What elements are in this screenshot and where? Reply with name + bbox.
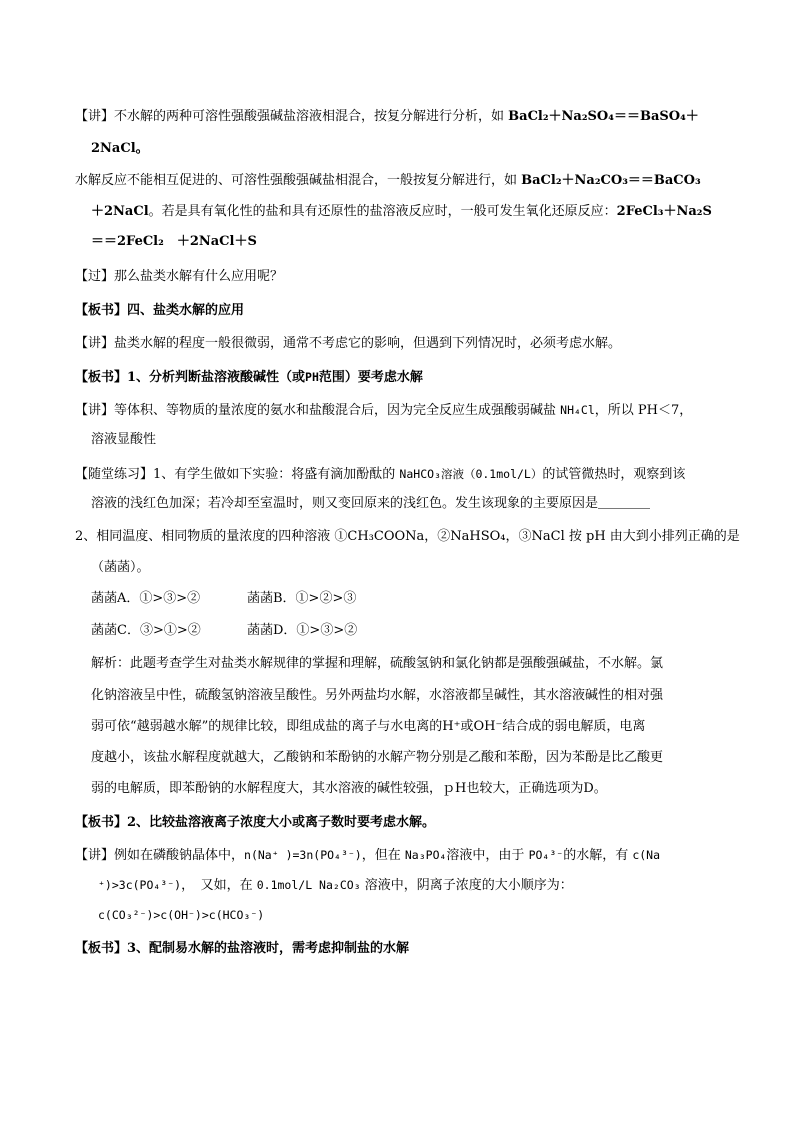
- heading-1: [75, 368, 423, 387]
- exercise-2-line-2: （菡菡）。: [91, 560, 150, 575]
- equation: 2FeCl₃＋Na₂S: [616, 204, 712, 219]
- answer-line: 解析：此题考查学生对盐类水解规律的掌握和理解，硫酸氢钠和氯化钠都是强酸强碱盐，不水解。氯: [91, 656, 664, 671]
- formula: NH₄Cl: [560, 403, 595, 417]
- para-line-4: [91, 203, 712, 221]
- option-d: 菡菡D．①>③>②: [247, 623, 358, 638]
- exercise-1-line-2: 溶液的浅红色加深；若冷却至室温时，则又变回原来的浅红色。发生该现象的主要原因是＿＿＿＿: [91, 496, 651, 511]
- text: 盐类水解的程度一般很微弱，通常不考虑它的影响，但遇到下列情况时，必须考虑水解。: [114, 336, 622, 351]
- formula: c(Na: [632, 848, 661, 862]
- answer-line: 弱可依“越弱越水解”的规律比较，即组成盐的离子与水电离的H⁺或OH⁻结合成的弱电解质，电离: [91, 719, 646, 734]
- formula: ⁺)>3c(PO₄³⁻): [98, 878, 182, 892]
- text: 的试管微热时，观察到该: [542, 467, 686, 482]
- tag-jiang: 【讲】: [75, 848, 115, 863]
- answer-line: 化钠溶液呈中性，硫酸氢钠溶液呈酸性。另外两盐均水解，水溶液都呈碱性，其水溶液碱性的相对强: [91, 688, 664, 703]
- text: ，所以 PH＜7，: [594, 403, 693, 418]
- text: 例如在磷酸钠晶体中，: [114, 848, 245, 863]
- para-line-22: [75, 846, 660, 865]
- text: ，但在: [361, 848, 405, 863]
- para-line-11: 溶液显酸性: [91, 432, 157, 447]
- text: ， 又如，在: [181, 878, 257, 893]
- text: 范围）要考虑水解: [318, 370, 423, 385]
- text: 溶液中，阴离子浓度的大小顺序为：: [360, 878, 573, 893]
- exercise-1: [75, 465, 685, 484]
- text: 的水解，有: [563, 848, 633, 863]
- para-line-3: [75, 172, 701, 190]
- text: 水解反应不能相互促进的、可溶性强酸强碱盐相混合，一般按复分解进行，如: [75, 173, 522, 188]
- para-line-6: [75, 268, 283, 286]
- heading-3: 【板书】3、配制易水解的盐溶液时，需考虑抑制盐的水解: [75, 941, 410, 956]
- heading-4: 【板书】四、盐类水解的应用: [75, 303, 245, 318]
- formula: PO₄³⁻: [528, 848, 564, 862]
- text: 等体积、等物质的量浓度的氨水和盐酸混合后，因为完全反应生成强酸弱碱盐: [114, 403, 561, 418]
- tag-practice: 【随堂练习】: [75, 467, 154, 482]
- equation: BaCl₂＋Na₂SO₄＝＝BaSO₄＋: [508, 109, 699, 124]
- text: 【板书】1、分析判断盐溶液酸碱性（或: [75, 370, 306, 385]
- text: 1、有学生做如下实验：将盛有滴加酚酞的: [153, 467, 400, 482]
- formula: 0.1mol/L Na₂CO₃: [256, 878, 361, 892]
- para-line-23: [98, 876, 573, 895]
- answer-line: 弱的电解质，即苯酚钠的水解程度大，其水溶液的碱性较强，ｐH也较大，正确选项为D。: [91, 781, 607, 796]
- exercise-2: 2、相同温度、相同物质的量浓度的四种溶液 ①CH₃COONa，②NaHSO₄，③NaCl 按 pH 由大到小排列正确的是: [75, 529, 740, 544]
- text: 不水解的两种可溶性强酸强碱盐溶液相混合，按复分解进行分析，如: [114, 109, 509, 124]
- formula-line: c(CO₃²⁻)>c(OH⁻)>c(HCO₃⁻): [98, 908, 265, 922]
- text: 溶液中，由于: [446, 848, 529, 863]
- text: PH: [305, 370, 319, 384]
- option-c: 菡菡C．③>①>②: [91, 623, 201, 638]
- text: 。若是具有氧化性的盐和具有还原性的盐溶液反应时，一般可发生氧化还原反应：: [148, 204, 617, 219]
- formula: n(Na⁺ )=3n(PO₄³⁻): [244, 848, 362, 862]
- para-line-8: [75, 335, 621, 353]
- tag-guo: 【过】: [75, 269, 115, 284]
- tag-jiang: 【讲】: [75, 109, 115, 124]
- option-a: 菡菡A．①>③>②: [91, 591, 201, 606]
- formula: NaHCO₃溶液（0.1mol/L）: [399, 467, 543, 481]
- formula: Na₃PO₄: [404, 848, 447, 862]
- tag-jiang: 【讲】: [75, 336, 115, 351]
- text: 那么盐类水解有什么应用呢？: [114, 269, 284, 284]
- answer-line: 度越小，该盐水解程度就越大，乙酸钠和苯酚钠的水解产物分别是乙酸和苯酚，因为苯酚是比乙酸更: [91, 750, 664, 765]
- equation: BaCl₂＋Na₂CO₃＝＝BaCO₃: [521, 173, 701, 188]
- heading-2: 【板书】2、比较盐溶液离子浓度大小或离子数时要考虑水解。: [75, 815, 436, 830]
- option-b: 菡菡B．①>②>③: [247, 591, 357, 606]
- tag-jiang: 【讲】: [75, 403, 115, 418]
- equation: ＋2NaCl: [91, 204, 149, 219]
- para-line-5: ＝＝2FeCl₂ ＋2NaCl＋S: [91, 234, 257, 249]
- para-line-1: [75, 108, 699, 126]
- para-line-2: 2NaCl。: [91, 141, 149, 156]
- para-line-10: [75, 401, 692, 420]
